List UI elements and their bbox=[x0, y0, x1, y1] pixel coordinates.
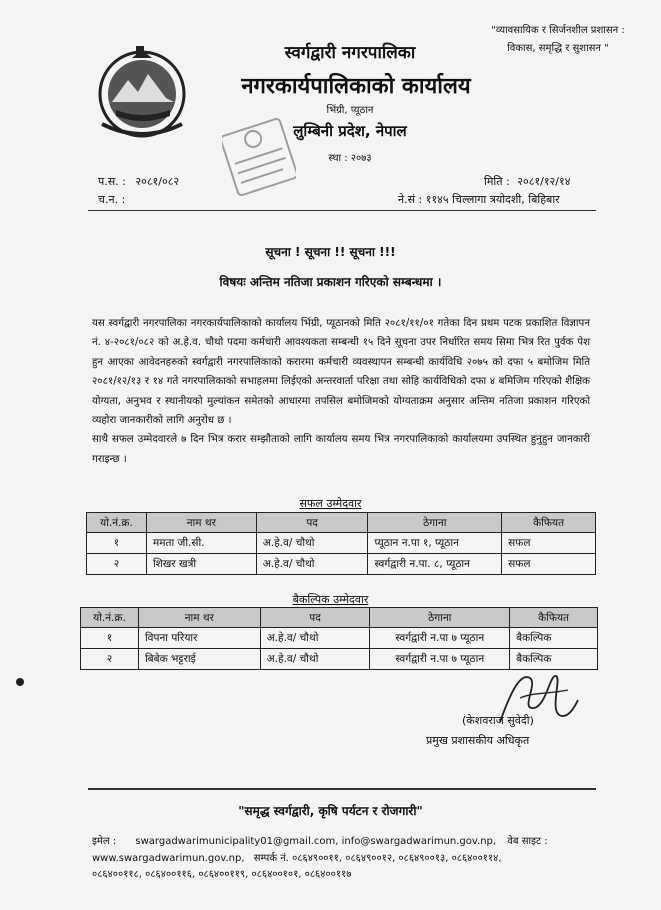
cell-name: बिबेक भट्टराई bbox=[138, 649, 260, 670]
cell-remarks: सफल bbox=[502, 533, 596, 554]
footer-contact bbox=[92, 834, 602, 884]
header-slogan bbox=[468, 22, 648, 58]
notice-body bbox=[92, 314, 590, 469]
col-header-address: ठेगाना bbox=[368, 513, 502, 533]
nepal-emblem-icon bbox=[88, 40, 196, 140]
successful-title: सफल उम्मेदवार bbox=[299, 497, 362, 510]
letter-number-value: २०८१/०८२ bbox=[135, 175, 180, 188]
slogan-line-2: विकास, समृद्धि र सुशासन " bbox=[507, 43, 609, 54]
address-line-1: भिंग्री, प्यूठान bbox=[326, 105, 374, 116]
ink-mark bbox=[16, 678, 24, 686]
cell-remarks: बैकल्पिक bbox=[510, 649, 598, 670]
nepal-sambat-date: ने.सं : ११४५ चिल्लागा त्रयोदशी, बिहिबार bbox=[398, 193, 560, 206]
phone-values-1: ०८६४९००११, ०८६४९००१२, ०८६४९००१३, ०८६४००११४, bbox=[292, 852, 502, 864]
col-header-name: नाम थर bbox=[138, 608, 260, 628]
signatory-name: (केशवराज सुवेदी) bbox=[462, 714, 534, 727]
table-header-row bbox=[81, 608, 598, 628]
col-header-remarks: कैफियत bbox=[510, 608, 598, 628]
table-row bbox=[87, 533, 596, 554]
letter-number bbox=[98, 174, 179, 189]
signatory-title: प्रमुख प्रशासकीय अधिकृत bbox=[426, 734, 530, 747]
col-header-post: पद bbox=[260, 608, 370, 628]
table-row bbox=[81, 628, 598, 649]
col-header-name: नाम थर bbox=[146, 513, 256, 533]
org-name: स्वर्गद्वारी नगरपालिका bbox=[284, 43, 416, 63]
cell-name: शिखर खत्री bbox=[146, 554, 256, 575]
subject-line: विषयः अन्तिम नतिजा प्रकाशन गरिएको सम्बन्धमा । bbox=[219, 275, 442, 289]
office-stamp-icon bbox=[222, 116, 296, 198]
address-line-2: लुम्बिनी प्रदेश, नेपाल bbox=[293, 122, 407, 140]
website-label: वेब साइट : bbox=[507, 836, 548, 847]
body-paragraph-2: साथै सफल उम्मेदवारले ७ दिन भित्र करार सम्झौताको लागि कार्यालय समय भित्र नगरपालिकाको कार्यालयमा उपस्थित हुनुहुन जानकारी गराइन्छ । bbox=[92, 434, 590, 465]
cell-post: अ.हे.व/ चौथो bbox=[260, 628, 370, 649]
phone-label: सम्पर्क नं. bbox=[253, 852, 289, 864]
body-paragraph-1: यस स्वर्गद्वारी नगरपालिका नगरकार्यपालिकाको कार्यालय भिंग्री, प्यूठानको मिति २०८१/११/०१ गतेका दिन प्रथम पटक प्रकाशित विज्ञापन नं. ४-२०८१/०८२ को अ.हे.व. चौथो पदमा कर्मचारी आवश्यकता सम्बन्धी १५ दिने सूचना उपर निर्धारित समय सिमा भित्र रित पुर्वक पेश हुन आएका आवेदनहरुको स्वर्गद्वारी नगरपालिकाको करारमा कर्मचारी व्यवस्थापन सम्बन्धी कार्यविधि २०७५ को दफा ५ बमोजिम मिति २०८१/१२/१३ र १४ गते नगरपालिकाको सभाहलमा लिईएको अन्तरवार्ता परिक्षा तथा सोहि कार्यविधिको दफा ४ बमिजिम गरिएको शैक्षिक योग्यता, अनुभव र स्थानीयको मुल्यांकन समेतको आधारमा तपसिल बमोजिमको योग्यताक्रम अनुसार अन्तिम नतिजा प्रकाशन गरिएको व्यहोरा जानकारीको लागि अनुरोध छ । bbox=[92, 318, 590, 427]
alternate-table bbox=[80, 607, 598, 670]
header-divider bbox=[88, 210, 596, 211]
cell-name: विपना परियार bbox=[138, 628, 260, 649]
alternate-title: बैकल्पिक उम्मेदवार bbox=[292, 593, 369, 606]
cell-address: प्यूठान न.पा १, प्यूठान bbox=[368, 533, 502, 554]
cell-remarks: बैकल्पिक bbox=[510, 628, 598, 649]
footer-divider bbox=[88, 788, 596, 790]
established: स्था : २०७३ bbox=[328, 153, 372, 164]
cell-remarks: सफल bbox=[502, 554, 596, 575]
notice-heading: सूचना ! सूचना !! सूचना !!! bbox=[265, 245, 396, 259]
footer-motto: "समृद्ध स्वर्गद्वारी, कृषि पर्यटन र रोजगारी" bbox=[238, 804, 423, 818]
contact-line-1 bbox=[92, 834, 602, 851]
col-header-post: पद bbox=[256, 513, 368, 533]
cell-post: अ.हे.व/ चौथो bbox=[256, 554, 368, 575]
col-header-remarks: कैफियत bbox=[502, 513, 596, 533]
cell-address: स्वर्गद्वारी न.पा. ८, प्यूठान bbox=[368, 554, 502, 575]
letter-number-label: प.स. : bbox=[98, 175, 126, 188]
dispatch-number-label: च.न. : bbox=[98, 193, 126, 206]
successful-table bbox=[86, 512, 596, 575]
cell-name: ममता जी.सी. bbox=[146, 533, 256, 554]
cell-serial: २ bbox=[81, 649, 139, 670]
dispatch-number bbox=[98, 192, 125, 207]
letter-date bbox=[484, 174, 570, 189]
cell-address: स्वर्गद्वारी न.पा ७ प्यूठान bbox=[370, 628, 510, 649]
website-value: www.swargadwarimun.gov.np, bbox=[92, 852, 245, 864]
col-header-serial: यो.नं.क्र. bbox=[87, 513, 147, 533]
office-name: नगरकार्यपालिकाको कार्यालय bbox=[241, 74, 471, 99]
cell-post: अ.हे.व/ चौथो bbox=[256, 533, 368, 554]
table-row bbox=[87, 554, 596, 575]
cell-address: स्वर्गद्वारी न.पा ७ प्यूठान bbox=[370, 649, 510, 670]
cell-serial: १ bbox=[81, 628, 139, 649]
email-label: इमेल : bbox=[92, 836, 117, 847]
col-header-serial: यो.नं.क्र. bbox=[81, 608, 139, 628]
table-header-row bbox=[87, 513, 596, 533]
slogan-line-1: "व्यावसायिक र सिर्जनशील प्रशासन : bbox=[491, 25, 625, 36]
letter-date-value: २०८१/१२/१४ bbox=[517, 175, 571, 188]
cell-serial: २ bbox=[87, 554, 147, 575]
cell-serial: १ bbox=[87, 533, 147, 554]
contact-line-3: ०८६४००११८, ०८६४००११६, ०८६४००११९, ०८६४००१०१, ०८६४००११७ bbox=[92, 869, 352, 880]
email-values: swargadwarimunicipality01@gmail.com, info@swargadwarimun.gov.np, bbox=[135, 836, 497, 847]
col-header-address: ठेगाना bbox=[370, 608, 510, 628]
cell-post: अ.हे.व/ चौथो bbox=[260, 649, 370, 670]
letter-date-label: मिति : bbox=[484, 175, 510, 188]
contact-line-2 bbox=[92, 851, 602, 868]
